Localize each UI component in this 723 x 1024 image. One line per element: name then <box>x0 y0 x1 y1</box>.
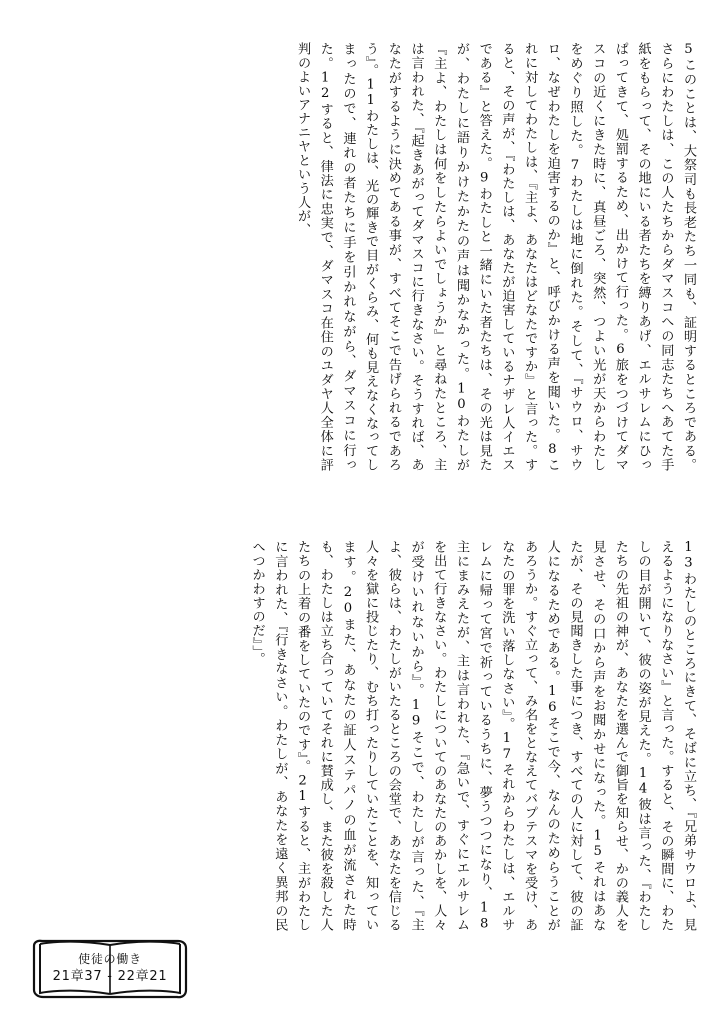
lower-text-column <box>21 540 699 932</box>
verse-number: 15 <box>590 828 606 860</box>
reference-chapter-verse: 21章37 - 22章21 <box>52 969 168 985</box>
verse-text: そこで今、なんのためらうことがあろうか。すぐ立って、み名をとなえてバプテスマを受け、あなたの罪を洗い落しなさい』。 <box>499 540 560 932</box>
open-book-icon <box>28 936 192 1002</box>
verse-text: このことは、大祭司も長老たち一同も、証明するところである。さらにわたしは、この人たちからダマスコへの同志たちへあてた手紙をもらって、その地にいる者たちを縛りあげ、エルサレムにひっぱってきて、処罰するため、出かけて行った。 <box>612 42 696 472</box>
verse-number: 16 <box>544 684 560 716</box>
verse-number: 14 <box>635 765 651 798</box>
verse-text: 旅をつづけてダマスコの近くにきた時に、真昼ごろ、突然、つよい光が天からわたしをめぐり照した。 <box>567 42 628 472</box>
upper-text-column <box>21 42 699 472</box>
verse-number: 7 <box>567 158 583 174</box>
verse-number: 17 <box>499 731 515 763</box>
verse-number: 6 <box>612 341 628 358</box>
verse-number: 13 <box>681 540 696 572</box>
verse-text: 主にまみえたが、主は言われた、『急いで、すぐにエルサレムを出て行きなさい。わたしについてのあなたのあかしを、人々が受けいれないから』。 <box>408 540 469 932</box>
verse-text: すると、主がわたしに言われた、『行きなさい。わたしが、あなたを遠く異邦の民へつかわすのだ』」。 <box>249 540 311 932</box>
reference-tag <box>28 936 192 1002</box>
verse <box>295 42 333 472</box>
verse-number: 9 <box>476 170 492 187</box>
reference-book-name: 使徒の働き <box>78 952 142 967</box>
verse-text: 彼は言った、『わたしたちの先祖の神が、あなたを選んで御旨を知らせ、かの義人を見させ、その口から声をお聞かせになった。 <box>590 540 651 932</box>
verse-number: 20 <box>340 585 356 617</box>
verse-number: 18 <box>476 900 492 932</box>
verse-text: それからわたしは、エルサレムに帰って宮で祈っているうちに、夢うつつになり、 <box>476 540 515 932</box>
verse-number: 8 <box>544 441 560 458</box>
verse-text: わたしと一緒にいた者たちは、その光は見たが、わたしに語りかけたかたの声は聞かなかった。 <box>453 42 492 472</box>
verse-text: それはあなたが、その見聞きした事につき、すべての人に対して、彼の証人になるためである。 <box>544 540 606 932</box>
verse-number: 5 <box>681 42 696 58</box>
verse-text: わたしのところにきて、そばに立ち、『兄弟サウロよ、見えるようになりなさい』と言った。すると、その瞬間に、わたしの目が開いて、彼の姿が見えた。 <box>635 540 696 932</box>
verse-text: そこで、わたしが言った、『主よ、彼らは、わたしがいたるところの会堂で、あなたを信じる人々を獄に投じたり、むち打ったりしていたことを、知っています。 <box>340 540 424 932</box>
verse-number: 21 <box>295 773 311 805</box>
verse-text: わたしは、光の輝きで目がくらみ、何も見えなくなってしまったので、連れの者たちに手を引かれながら、ダマスコに行った。 <box>317 42 379 472</box>
verse-text: また、あなたの証人ステパノの血が流された時も、わたしは立ち合っていてそれに賛成し、また彼を殺した人たちの上着の番をしていたのです』。 <box>295 540 356 933</box>
verse-text: すると、律法に忠実で、ダマスコ在住のユダヤ人全体に評判のよいアナニヤという人が、 <box>295 42 333 472</box>
verse-number: 12 <box>317 70 333 102</box>
verse-text: これに対してわたしは、『主よ、あなたはどなたですか』と言った。すると、その声が、『わたしは、あなたが迫害しているナザレ人イエスである』と答えた。 <box>476 42 560 472</box>
verse-number: 19 <box>408 697 424 730</box>
verse-number: 10 <box>453 381 469 413</box>
verse-text: わたしが『主よ、わたしは何をしたらよいでしょうか』と尋ねたところ、主は言われた、『起きあがってダマスコに行きなさい。そうすれば、あなたがするように決めてある事が、すべてそこで告げられるであろう』。 <box>363 42 469 472</box>
verse-text: わたしは地に倒れた。そして、『サウロ、サウロ、なぜわたしを迫害するのか』と、呼びかける声を聞いた。 <box>544 42 583 472</box>
verse-number: 11 <box>363 77 379 109</box>
